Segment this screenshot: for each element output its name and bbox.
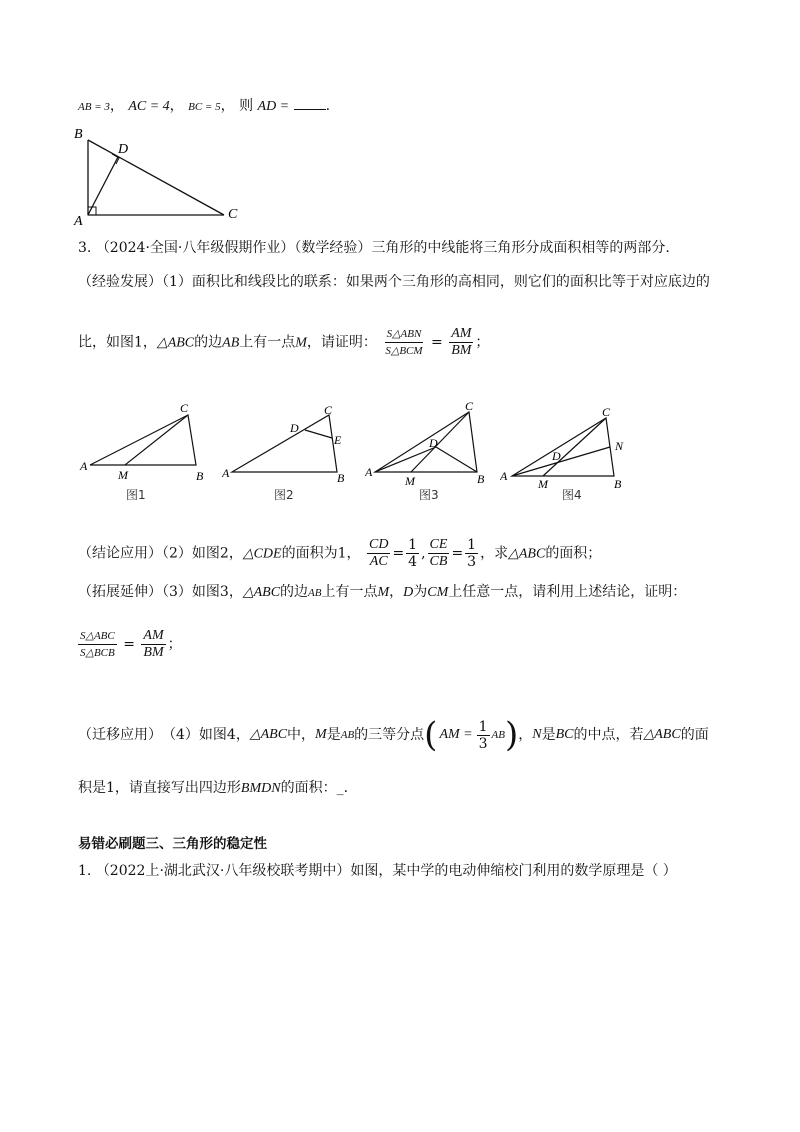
- part2-tag: （结论应用）: [78, 545, 162, 562]
- part4-tag: （迁移应用）: [78, 727, 162, 743]
- svg-text:M: M: [118, 468, 128, 482]
- figure-3: [365, 400, 500, 502]
- part1-text-b: 比，如图1，: [78, 334, 157, 351]
- svg-text:C: C: [602, 405, 611, 419]
- figure-2: [222, 400, 357, 502]
- bmdn-label: BMDN: [240, 781, 281, 796]
- figure-4: [500, 400, 645, 502]
- svg-text:B: B: [196, 469, 204, 483]
- figure-4-caption: 图4: [562, 488, 582, 502]
- q3-part1-line2: 比，如图1，△ABC的边AB上有一点M，请证明： $\frac{\text{S△ABN}}{\text{S△BCM}}$ = $\frac{AM}{BM}$ ；: [78, 326, 490, 358]
- svg-text:A: A: [222, 466, 230, 480]
- answer-blank[interactable]: [294, 95, 326, 110]
- svg-text:A: A: [80, 459, 88, 473]
- one-third-fraction: $\frac{1}{3}$: [478, 718, 488, 752]
- part1-tag: （经验发展）: [78, 274, 162, 290]
- ce-cb-ratio: $\frac{CE}{CB}$: [429, 537, 448, 569]
- part1-text-e: ，请证明：: [306, 334, 377, 351]
- figure-3-caption: 图3: [419, 488, 439, 502]
- right-triangle-figure: [68, 122, 248, 228]
- part2-triangle: △CDE: [242, 546, 282, 562]
- am-expression: AM =: [439, 727, 473, 742]
- svg-text:B: B: [477, 472, 485, 486]
- q3-text: 三角形的中线能将三角形分成面积相等的两部分.: [371, 240, 670, 256]
- section-q1-number: 1.: [78, 863, 92, 879]
- q3-part3-formula: $\frac{\text{S△ABC}}{\text{S△BCB}}$ = $\frac{AM}{BM}$ ；: [80, 628, 182, 660]
- svg-text:M: M: [405, 474, 415, 488]
- part1-text-d: 上有一点: [239, 334, 296, 351]
- part1-text-a: （1）面积比和线段比的联系：如果两个三角形的高相同，则它们的面积比等于对应底边的: [162, 274, 710, 290]
- section-title: 易错必刷题三、三角形的稳定性: [78, 836, 267, 852]
- part1-m: M: [295, 335, 307, 351]
- part1-area-ratio: $\frac{\text{S△ABN}}{\text{S△BCM}}$: [385, 328, 423, 357]
- figure-2-caption: 图2: [274, 488, 294, 502]
- q3-part3: （拓展延伸）（3）如图3，△ABC的边AB上有一点M，D为CM上任意一点，请利用上述结论，证明：: [78, 584, 687, 600]
- svg-text:E: E: [334, 433, 342, 447]
- figure-1: [78, 400, 213, 502]
- prev-question-line: AB = 3， AC = 4， BC = 5， 则 AD = .: [78, 95, 330, 117]
- ask-word: 则: [239, 98, 254, 114]
- figure-1-caption: 图1: [126, 488, 146, 502]
- part3-area-ratio: $\frac{\text{S△ABC}}{\text{S△BCB}}$: [80, 630, 115, 659]
- part2-text-b: 的面积为1，: [281, 545, 361, 562]
- part1-triangle: △ABC: [156, 335, 195, 351]
- svg-text:C: C: [465, 400, 474, 413]
- part1-segment-ratio: $\frac{AM}{BM}$: [451, 326, 472, 358]
- bc-given: BC = 5: [188, 101, 221, 113]
- cd-ac-ratio: $\frac{CD}{AC}$: [368, 537, 389, 569]
- svg-text:D: D: [429, 436, 438, 450]
- q3-part4-line1: （迁移应用） （4）如图4， △ABC 中， M 是 AB 的三等分点 ( AM = $\frac{1}{3}$ AB ) ， N 是 BC 的中点，若 △ABC 的面: [78, 715, 709, 755]
- svg-text:B: B: [337, 471, 345, 485]
- svg-text:D: D: [552, 449, 561, 463]
- q3-part1-line1: [78, 272, 710, 292]
- svg-text:A: A: [365, 465, 373, 479]
- q3-part4-line2: 积是1，请直接写出四边形BMDN的面积：_.: [78, 780, 349, 796]
- part1-ab: AB: [222, 335, 240, 351]
- svg-text:B: B: [614, 477, 622, 491]
- q3-part2: （结论应用）（2）如图2，△CDE的面积为1， $\frac{CD}{AC}$ = $\frac{1}{4}$ , $\frac{CE}{CB}$ = $\frac{1}{3}$ ，求△ABC的面积；: [78, 537, 602, 570]
- svg-text:N: N: [615, 439, 624, 453]
- part1-text-c: 的边: [194, 334, 223, 351]
- q3-source: （2024·全国·八年级假期作业）: [95, 240, 295, 256]
- one-quarter: $\frac{1}{4}$: [408, 537, 418, 570]
- label-c: C: [228, 207, 238, 222]
- q3-number: 3.: [78, 240, 92, 256]
- section-q1-text: （2022上·湖北武汉·八年级校联考期中）如图，某中学的电动伸缩校门利用的数学原理是（ ）: [95, 863, 677, 879]
- q3-tag: （数学经验）: [294, 240, 372, 256]
- ab-given: AB = 3: [78, 101, 110, 113]
- svg-text:C: C: [180, 401, 189, 415]
- svg-text:D: D: [290, 421, 299, 435]
- part2-text-a: （2）如图2，: [162, 545, 243, 562]
- svg-text:C: C: [324, 403, 333, 417]
- part3-tag: （拓展延伸）: [78, 584, 162, 600]
- ad-expression: AD =: [257, 99, 290, 114]
- label-d: D: [118, 142, 129, 157]
- q3-intro: [78, 238, 670, 258]
- part4-answer-blank[interactable]: _.: [336, 780, 349, 796]
- svg-text:M: M: [538, 477, 548, 491]
- label-a: A: [74, 214, 83, 228]
- svg-text:A: A: [500, 469, 508, 483]
- section-q1: [78, 861, 677, 881]
- part3-segment-ratio: $\frac{AM}{BM}$: [143, 628, 164, 660]
- one-third: $\frac{1}{3}$: [467, 537, 477, 570]
- label-b: B: [74, 127, 83, 142]
- ac-given: AC = 4: [128, 99, 170, 114]
